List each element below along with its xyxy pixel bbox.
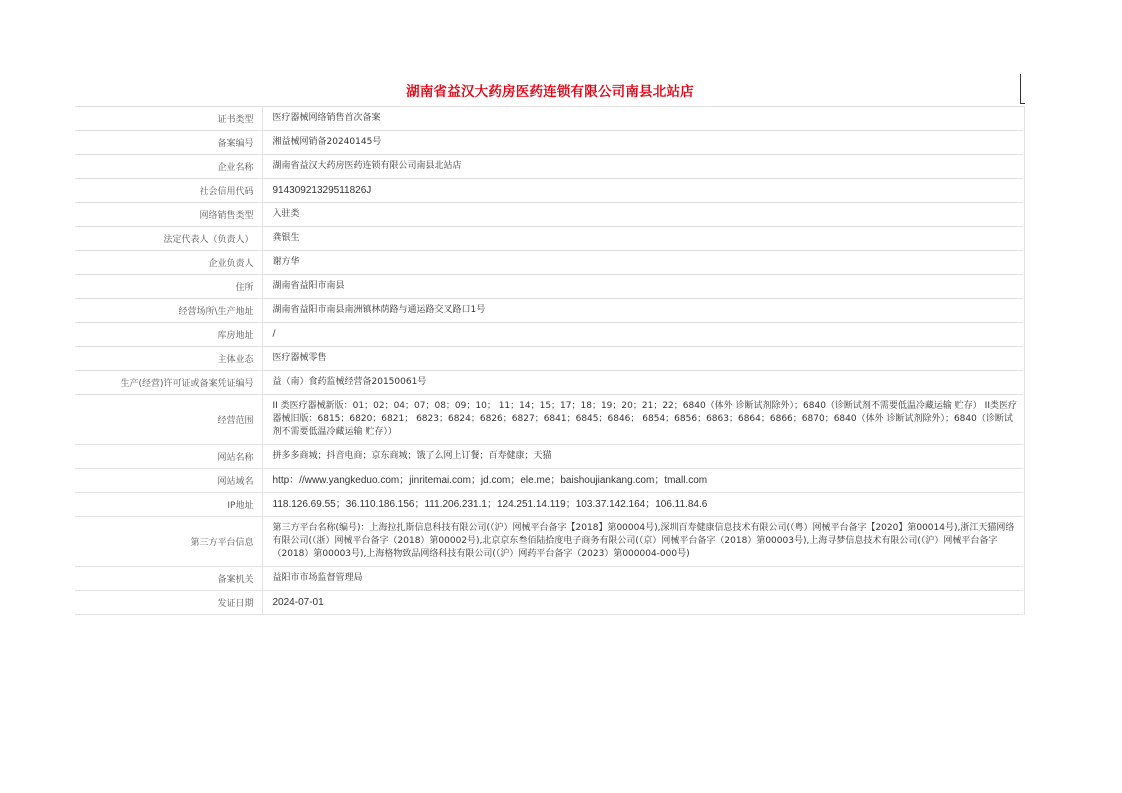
business-address-label: 经营场所\生产地址 [75,299,262,323]
business-form-value: 医疗器械零售 [262,347,1023,371]
business-address-value: 湖南省益阳市南县南洲镇林荫路与通运路交叉路口1号 [262,299,1023,323]
row-business-address [75,299,1023,323]
title-row [75,72,1025,107]
filing-authority-label: 备案机关 [75,567,262,591]
row-residence [75,275,1023,299]
third-party-platforms-label: 第三方平台信息 [75,517,262,567]
row-legal-rep [75,227,1023,251]
corner-bracket-mark [1020,74,1025,104]
business-scope-value: II 类医疗器械新版：01；02；04；07；08；09；10； 11；14；15；17；18；19；20；21；22；6840（体外 诊断试剂除外）；6840（诊断试剂不需要低温冷藏运输 贮存） II类医疗器械旧版：6815；6820；6821； 6823；6824；6826；6827；6841；6845；6846； 6854；6856；6863；6864；6866；6870；6840（体外 诊断试剂除外）；6840（诊断试剂不需要低温冷藏运输 贮存）） [262,395,1023,445]
row-filing-authority [75,567,1023,591]
row-third-party-platforms [75,517,1023,567]
row-record-number [75,131,1023,155]
row-warehouse-address [75,323,1023,347]
row-company-name [75,155,1023,179]
website-domains-label: 网站域名 [75,469,262,493]
record-number-value: 湘益械网销备20240145号 [262,131,1023,155]
website-domains-value: http：//www.yangkeduo.com；jinritemai.com；jd.com；ele.me；baishoujiankang.com；tmall.com [262,469,1023,493]
warehouse-address-label: 库房地址 [75,323,262,347]
credit-code-value: 91430921329511826J [262,179,1023,203]
company-name-label: 企业名称 [75,155,262,179]
residence-label: 住所 [75,275,262,299]
website-names-value: 拼多多商城；抖音电商；京东商城；饿了么网上订餐；百寿健康；天猫 [262,445,1023,469]
company-head-value: 谢方华 [262,251,1023,275]
sales-type-label: 网络销售类型 [75,203,262,227]
row-issue-date [75,591,1023,615]
record-page [75,72,1025,615]
filing-authority-value: 益阳市市场监督管理局 [262,567,1023,591]
ip-addresses-label: IP地址 [75,493,262,517]
row-license-number [75,371,1023,395]
website-names-label: 网站名称 [75,445,262,469]
cert-type-value: 医疗器械网络销售首次备案 [262,107,1023,131]
row-website-names [75,445,1023,469]
sales-type-value: 入驻类 [262,203,1023,227]
issue-date-value: 2024-07-01 [262,591,1023,615]
company-head-label: 企业负责人 [75,251,262,275]
warehouse-address-value: / [262,323,1023,347]
credit-code-label: 社会信用代码 [75,179,262,203]
issue-date-label: 发证日期 [75,591,262,615]
info-table [75,107,1023,615]
row-website-domains [75,469,1023,493]
record-number-label: 备案编号 [75,131,262,155]
legal-rep-value: 龚银生 [262,227,1023,251]
ip-addresses-value: 118.126.69.55；36.110.186.156；111.206.231.1；124.251.14.119；103.37.142.164；106.11.84.6 [262,493,1023,517]
cert-type-label: 证书类型 [75,107,262,131]
company-name-value: 湖南省益汉大药房医药连锁有限公司南县北站店 [262,155,1023,179]
row-sales-type [75,203,1023,227]
page-title: 湖南省益汉大药房医药连锁有限公司南县北站店 [406,84,694,100]
legal-rep-label: 法定代表人（负责人） [75,227,262,251]
info-table-wrapper [75,107,1025,615]
row-company-head [75,251,1023,275]
license-number-label: 生产(经营)许可证或备案凭证编号 [75,371,262,395]
third-party-platforms-value: 第三方平台名称(编号)：上海拉扎斯信息科技有限公司(（沪）网械平台备字【2018】第00004号),深圳百寿健康信息技术有限公司(（粤）网械平台备字【2020】第00014号),浙江天猫网络有限公司(（浙）网械平台备字（2018）第00002号),北京京东叁佰陆拾度电子商务有限公司(（京）网械平台备字（2018）第00003号),上海寻梦信息技术有限公司(（沪）网械平台备字（2018）第00003号),上海格物致品网络科技有限公司(（沪）网药平台备字（2023）第000004-000号) [262,517,1023,567]
residence-value: 湖南省益阳市南县 [262,275,1023,299]
row-credit-code [75,179,1023,203]
row-cert-type [75,107,1023,131]
row-business-form [75,347,1023,371]
business-form-label: 主体业态 [75,347,262,371]
license-number-value: 益（南）食药监械经营备20150061号 [262,371,1023,395]
row-business-scope [75,395,1023,445]
business-scope-label: 经营范围 [75,395,262,445]
row-ip-addresses [75,493,1023,517]
